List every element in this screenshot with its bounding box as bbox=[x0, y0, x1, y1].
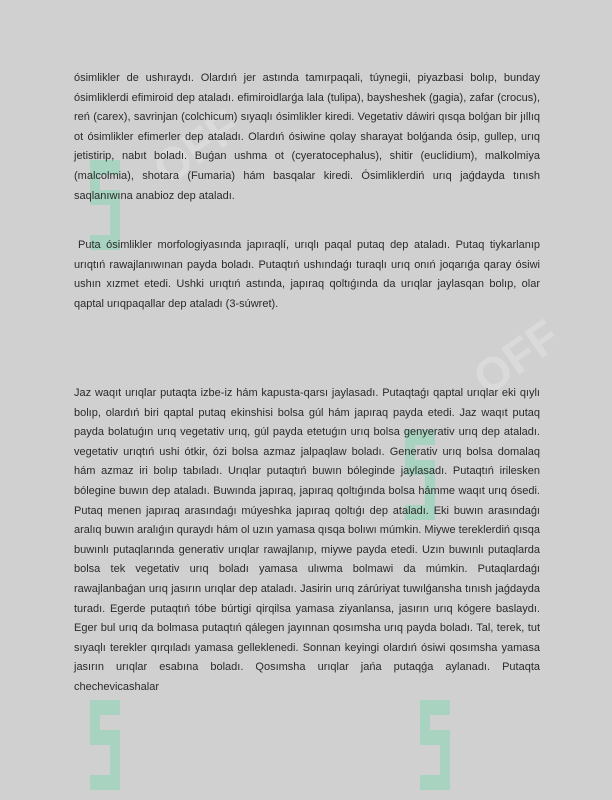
watermark-text-1: OFF bbox=[143, 99, 249, 195]
paragraph-2 bbox=[74, 236, 540, 314]
watermark-logo-bottom-left bbox=[80, 690, 130, 800]
paragraph-1 bbox=[74, 69, 540, 206]
paragraph-2-text: Puta ósimlikler morfologiyasında japıraqlí, urıqlı paqal putaq dep ataladı. Putaq tiykarlanıp urıqtıń rawajlanıwınan payda boladı. Putaqtıń ushındaǵı turaqlı urıq onıń joqarıǵa qaray ósiwi ushın xızmet etedi. Ushki urıqtıń astında, japıraq qoltıǵında da urıqlar jaylasqan bolıp, olar qaptal urıqpaqallar dep ataladı (3-súwret). bbox=[74, 239, 540, 310]
watermark-logo-bottom-right bbox=[410, 690, 460, 800]
watermark-text-2: OFF bbox=[463, 309, 569, 405]
paragraph-1-text: ósimlikler de ushıraydı. Olardıń jer astında tamırpaqali, túynegii, piyazbasi bolıp, bunday ósimliklerdi efimiroid dep ataladı. efimiroidlarǵa lala (tulipa), baysheshek (gagia), zafar (crocus), reń (carex), savrinjan (colchicum) sıyaqlı ósimlikler kiredi. Vegetativ dáwiri qısqa bolǵan bir jıllıq ot ósimlikler efimerler dep ataladı. Olardıń ósiwine qolay sharayat bolǵanda ósip, gullep, urıq jetistirip, nabıt boladı. Buǵan ushma ot (cyeratocephalus), shitir (euclidium), malkolmiya (malcolmia), shotara (Fumaria) hám basqalar kiredi. Ósimliklerdiń urıq jaǵdayda tınısh saqlanıwına anabioz dep ataladı. bbox=[74, 72, 540, 202]
paragraph-3-text: Jaz waqıt urıqlar putaqta izbe-iz hám kapusta-qarsı jaylasadı. Putaqtaǵı qaptal urıqlar eki qıylı bolıp, olardıń biri qaptal putaq ekinshisi bolsa gúl hám japıraq payda etedi. Jaz waqıt putaq payda bolatuǵın urıq vegetativ urıq, gúl payda etetuǵın urıq bolsa genyerativ urıq dep ataladı. vegetativ urıqtıń ushi ótkir, ózi bolsa azmaz jalpaqlaw boladı. Generativ urıq bolsa domalaq hám azmaz iri bolıp tabıladı. Urıqlar putaqtıń buwın bóleginde jaylasadı. Putaqtıń irilesken bólegine buwın dep ataladı. Buwında japıraq, japıraq qoltıǵında bolsa hámme waqıt urıq ósedi. Putaq menen japıraq arasındaǵı múyeshka japıraq qoltıǵı dep ataladı. Eki buwın arasındaǵı aralıq buwın aralıǵın quraydı hám ol uzın yamasa qısqa bolıwı múmkin. Miywe tereklerdiń qısqa buwınlı putaqlarında generativ urıqlar rawajlanıp, miywe payda etedi. Uzın buwınlı putaqlarda bolsa tek vegetativ urıq boladı yamasa ulıwma bolmawi da múmkin. Putaqlardaǵı rawajlanbaǵan urıq jasırın urıqlar dep ataladı. Jasirin urıq zárúriyat tuwılǵansha tınısh jaǵdayda turadı. Egerde putaqtıń tóbe búrtigi qirqilsa yamasa ziyanlansa, jasırın urıq kógere baslaydı. Eger bul urıq da bolmasa putaqtıń qálegen jayınnan qosımsha urıq payda boladı. Tal, terek, tut sıyaqlı terekler qırqıladı yamasa gelleklenedi. Sonnan keyingi olardıń ósiwi qosımsha yamasa jasırın urıqlar esabına boladı. Qosımsha urıqlar jańa putaqǵa aylanadı. Putaqta chechevicashalar bbox=[74, 387, 540, 693]
paragraph-3 bbox=[74, 384, 540, 698]
